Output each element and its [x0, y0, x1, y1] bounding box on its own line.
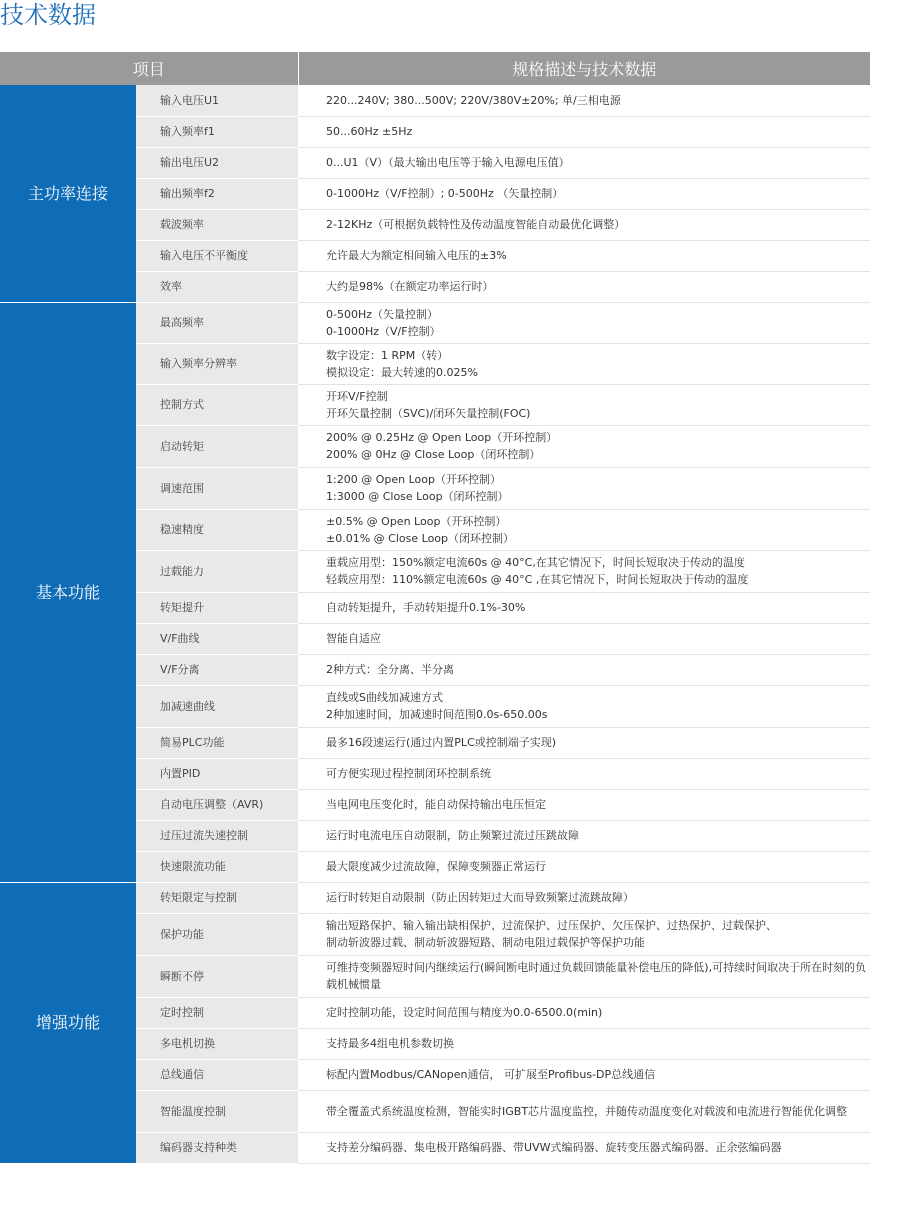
- item-label: V/F分离: [136, 654, 298, 685]
- spec-line: 0...U1（V）（最大输出电压等于输入电源电压值）: [326, 156, 570, 169]
- spec-line: 1:200 @ Open Loop（开环控制）: [326, 473, 501, 486]
- item-label: 输入频率分辨率: [136, 343, 298, 384]
- spec-line: 重载应用型：150%额定电流60s @ 40°C,在其它情况下，时间长短取决于传动的温度: [326, 556, 745, 569]
- item-label: 稳速精度: [136, 509, 298, 550]
- spec-line: 运行时转矩自动限制（防止因转矩过大而导致频繁过流跳故障）: [326, 891, 635, 904]
- item-label: 简易PLC功能: [136, 727, 298, 758]
- spec-cell: [298, 1059, 870, 1090]
- spec-cell: [298, 758, 870, 789]
- spec-cell: [298, 550, 870, 592]
- item-label: 转矩提升: [136, 592, 298, 623]
- spec-line: 2种加速时间，加减速时间范围0.0s-650.00s: [326, 708, 548, 721]
- spec-line: 允许最大为额定相间输入电压的±3%: [326, 249, 507, 262]
- item-label: 保护功能: [136, 913, 298, 955]
- spec-cell: [298, 1132, 870, 1163]
- spec-line: 轻载应用型：110%额定电流60s @ 40°C ,在其它情况下，时间长短取决于传动的温度: [326, 573, 749, 586]
- spec-line: 可方便实现过程控制闭环控制系统: [326, 767, 492, 780]
- spec-line: 自动转矩提升，手动转矩提升0.1%-30%: [326, 601, 526, 614]
- spec-line: 定时控制功能，设定时间范围与精度为0.0-6500.0(min): [326, 1006, 603, 1019]
- item-label: 总线通信: [136, 1059, 298, 1090]
- spec-line: 开环矢量控制（SVC)/闭环矢量控制(FOC): [326, 406, 531, 420]
- table-row: [0, 302, 870, 343]
- spec-cell: [298, 955, 870, 997]
- spec-line: 200% @ 0.25Hz @ Open Loop（开环控制）: [326, 431, 558, 444]
- item-label: 智能温度控制: [136, 1090, 298, 1132]
- table-row: [0, 85, 870, 116]
- spec-line: 1:3000 @ Close Loop（闭环控制）: [326, 490, 509, 503]
- spec-line: 200% @ 0Hz @ Close Loop（闭环控制）: [326, 448, 541, 461]
- item-label: 输入电压U1: [136, 85, 298, 116]
- spec-cell: [298, 509, 870, 550]
- spec-line: 220...240V; 380...500V; 220V/380V±20%; 单/三相电源: [326, 93, 621, 107]
- spec-cell: [298, 147, 870, 178]
- spec-cell: [298, 271, 870, 302]
- item-label: 启动转矩: [136, 425, 298, 467]
- spec-line: 直线或S曲线加减速方式: [326, 691, 443, 704]
- spec-cell: [298, 997, 870, 1028]
- spec-cell: [298, 654, 870, 685]
- spec-cell: [298, 343, 870, 384]
- header-spec: 规格描述与技术数据: [298, 52, 870, 85]
- spec-cell: [298, 1090, 870, 1132]
- spec-line: 0-500Hz（矢量控制）: [326, 307, 439, 321]
- spec-cell: [298, 384, 870, 425]
- spec-line: 运行时电流电压自动限制，防止频繁过流过压跳故障: [326, 829, 580, 842]
- group-label: 增强功能: [0, 882, 136, 1163]
- header-item: 项目: [0, 52, 298, 85]
- spec-line: 支持最多4组电机参数切换: [326, 1037, 455, 1050]
- spec-cell: [298, 592, 870, 623]
- spec-cell: [298, 116, 870, 147]
- spec-cell: [298, 623, 870, 654]
- item-label: 过载能力: [136, 550, 298, 592]
- spec-cell: [298, 1028, 870, 1059]
- item-label: 输出电压U2: [136, 147, 298, 178]
- item-label: 自动电压调整（AVR): [136, 789, 298, 820]
- spec-line: 大约是98%（在额定功率运行时）: [326, 280, 494, 293]
- spec-line: 模拟设定：最大转速的0.025%: [326, 365, 478, 379]
- item-label: 最高频率: [136, 302, 298, 343]
- spec-cell: [298, 425, 870, 467]
- item-label: 过压过流失速控制: [136, 820, 298, 851]
- spec-line: 0-1000Hz（V/F控制）: [326, 324, 441, 338]
- spec-cell: [298, 240, 870, 271]
- spec-cell: [298, 467, 870, 509]
- spec-cell: [298, 727, 870, 758]
- item-label: 输入频率f1: [136, 116, 298, 147]
- spec-line: 可维持变频器短时间内继续运行(瞬间断电时通过负载回馈能量补偿电压的降低),可持续时间取决于所在时刻的负载机械惯量: [326, 961, 867, 991]
- spec-cell: [298, 178, 870, 209]
- table-header-row: [0, 52, 870, 85]
- page-title: 技术数据: [0, 1, 96, 29]
- spec-line: 标配内置Modbus/CANopen通信， 可扩展至Profibus-DP总线通信: [326, 1068, 656, 1081]
- spec-cell: [298, 913, 870, 955]
- spec-line: 50...60Hz ±5Hz: [326, 125, 413, 138]
- spec-line: 最大限度减少过流故障，保障变频器正常运行: [326, 860, 547, 873]
- item-label: V/F曲线: [136, 623, 298, 654]
- spec-line: 最多16段速运行(通过内置PLC或控制端子实现): [326, 736, 557, 749]
- item-label: 效率: [136, 271, 298, 302]
- spec-cell: [298, 685, 870, 727]
- spec-cell: [298, 85, 870, 116]
- item-label: 转矩限定与控制: [136, 882, 298, 913]
- group-label: 主功率连接: [0, 85, 136, 302]
- spec-line: ±0.01% @ Close Loop（闭环控制）: [326, 531, 515, 545]
- spec-cell: [298, 789, 870, 820]
- spec-line: 0-1000Hz（V/F控制）; 0-500Hz （矢量控制）: [326, 187, 564, 200]
- spec-line: 输出短路保护、输入输出缺相保护、过流保护、过压保护、欠压保护、过热保护、过载保护、: [326, 919, 778, 932]
- item-label: 多电机切换: [136, 1028, 298, 1059]
- table-row: [0, 882, 870, 913]
- group-label: 基本功能: [0, 302, 136, 882]
- spec-cell: [298, 209, 870, 240]
- item-label: 调速范围: [136, 467, 298, 509]
- spec-line: 智能自适应: [326, 632, 382, 645]
- item-label: 控制方式: [136, 384, 298, 425]
- spec-line: 支持差分编码器、集电极开路编码器、带UVW式编码器、旋转变压器式编码器、正余弦编码器: [326, 1141, 782, 1154]
- item-label: 快速限流功能: [136, 851, 298, 882]
- item-label: 瞬断不停: [136, 955, 298, 997]
- item-label: 输出频率f2: [136, 178, 298, 209]
- spec-cell: [298, 820, 870, 851]
- spec-line: 2种方式：全分离、半分离: [326, 663, 455, 676]
- spec-line: 制动斩波器过载、制动斩波器短路、制动电阻过载保护等保护功能: [326, 936, 646, 949]
- spec-cell: [298, 851, 870, 882]
- spec-cell: [298, 882, 870, 913]
- item-label: 内置PID: [136, 758, 298, 789]
- item-label: 加减速曲线: [136, 685, 298, 727]
- spec-line: 2-12KHz（可根据负载特性及传动温度智能自动最优化调整）: [326, 218, 626, 231]
- spec-line: 开环V/F控制: [326, 389, 388, 403]
- item-label: 输入电压不平衡度: [136, 240, 298, 271]
- spec-cell: [298, 302, 870, 343]
- spec-line: 数字设定：1 RPM（转）: [326, 348, 449, 362]
- table-body: [0, 85, 870, 1163]
- spec-line: 带全覆盖式系统温度检测，智能实时IGBT芯片温度监控，并随传动温度变化对载波和电流进行智能优化调整: [326, 1104, 848, 1118]
- item-label: 载波频率: [136, 209, 298, 240]
- item-label: 定时控制: [136, 997, 298, 1028]
- item-label: 编码器支持种类: [136, 1132, 298, 1163]
- spec-table: [0, 52, 870, 1164]
- spec-line: ±0.5% @ Open Loop（开环控制）: [326, 514, 507, 528]
- spec-line: 当电网电压变化时，能自动保持输出电压恒定: [326, 798, 547, 811]
